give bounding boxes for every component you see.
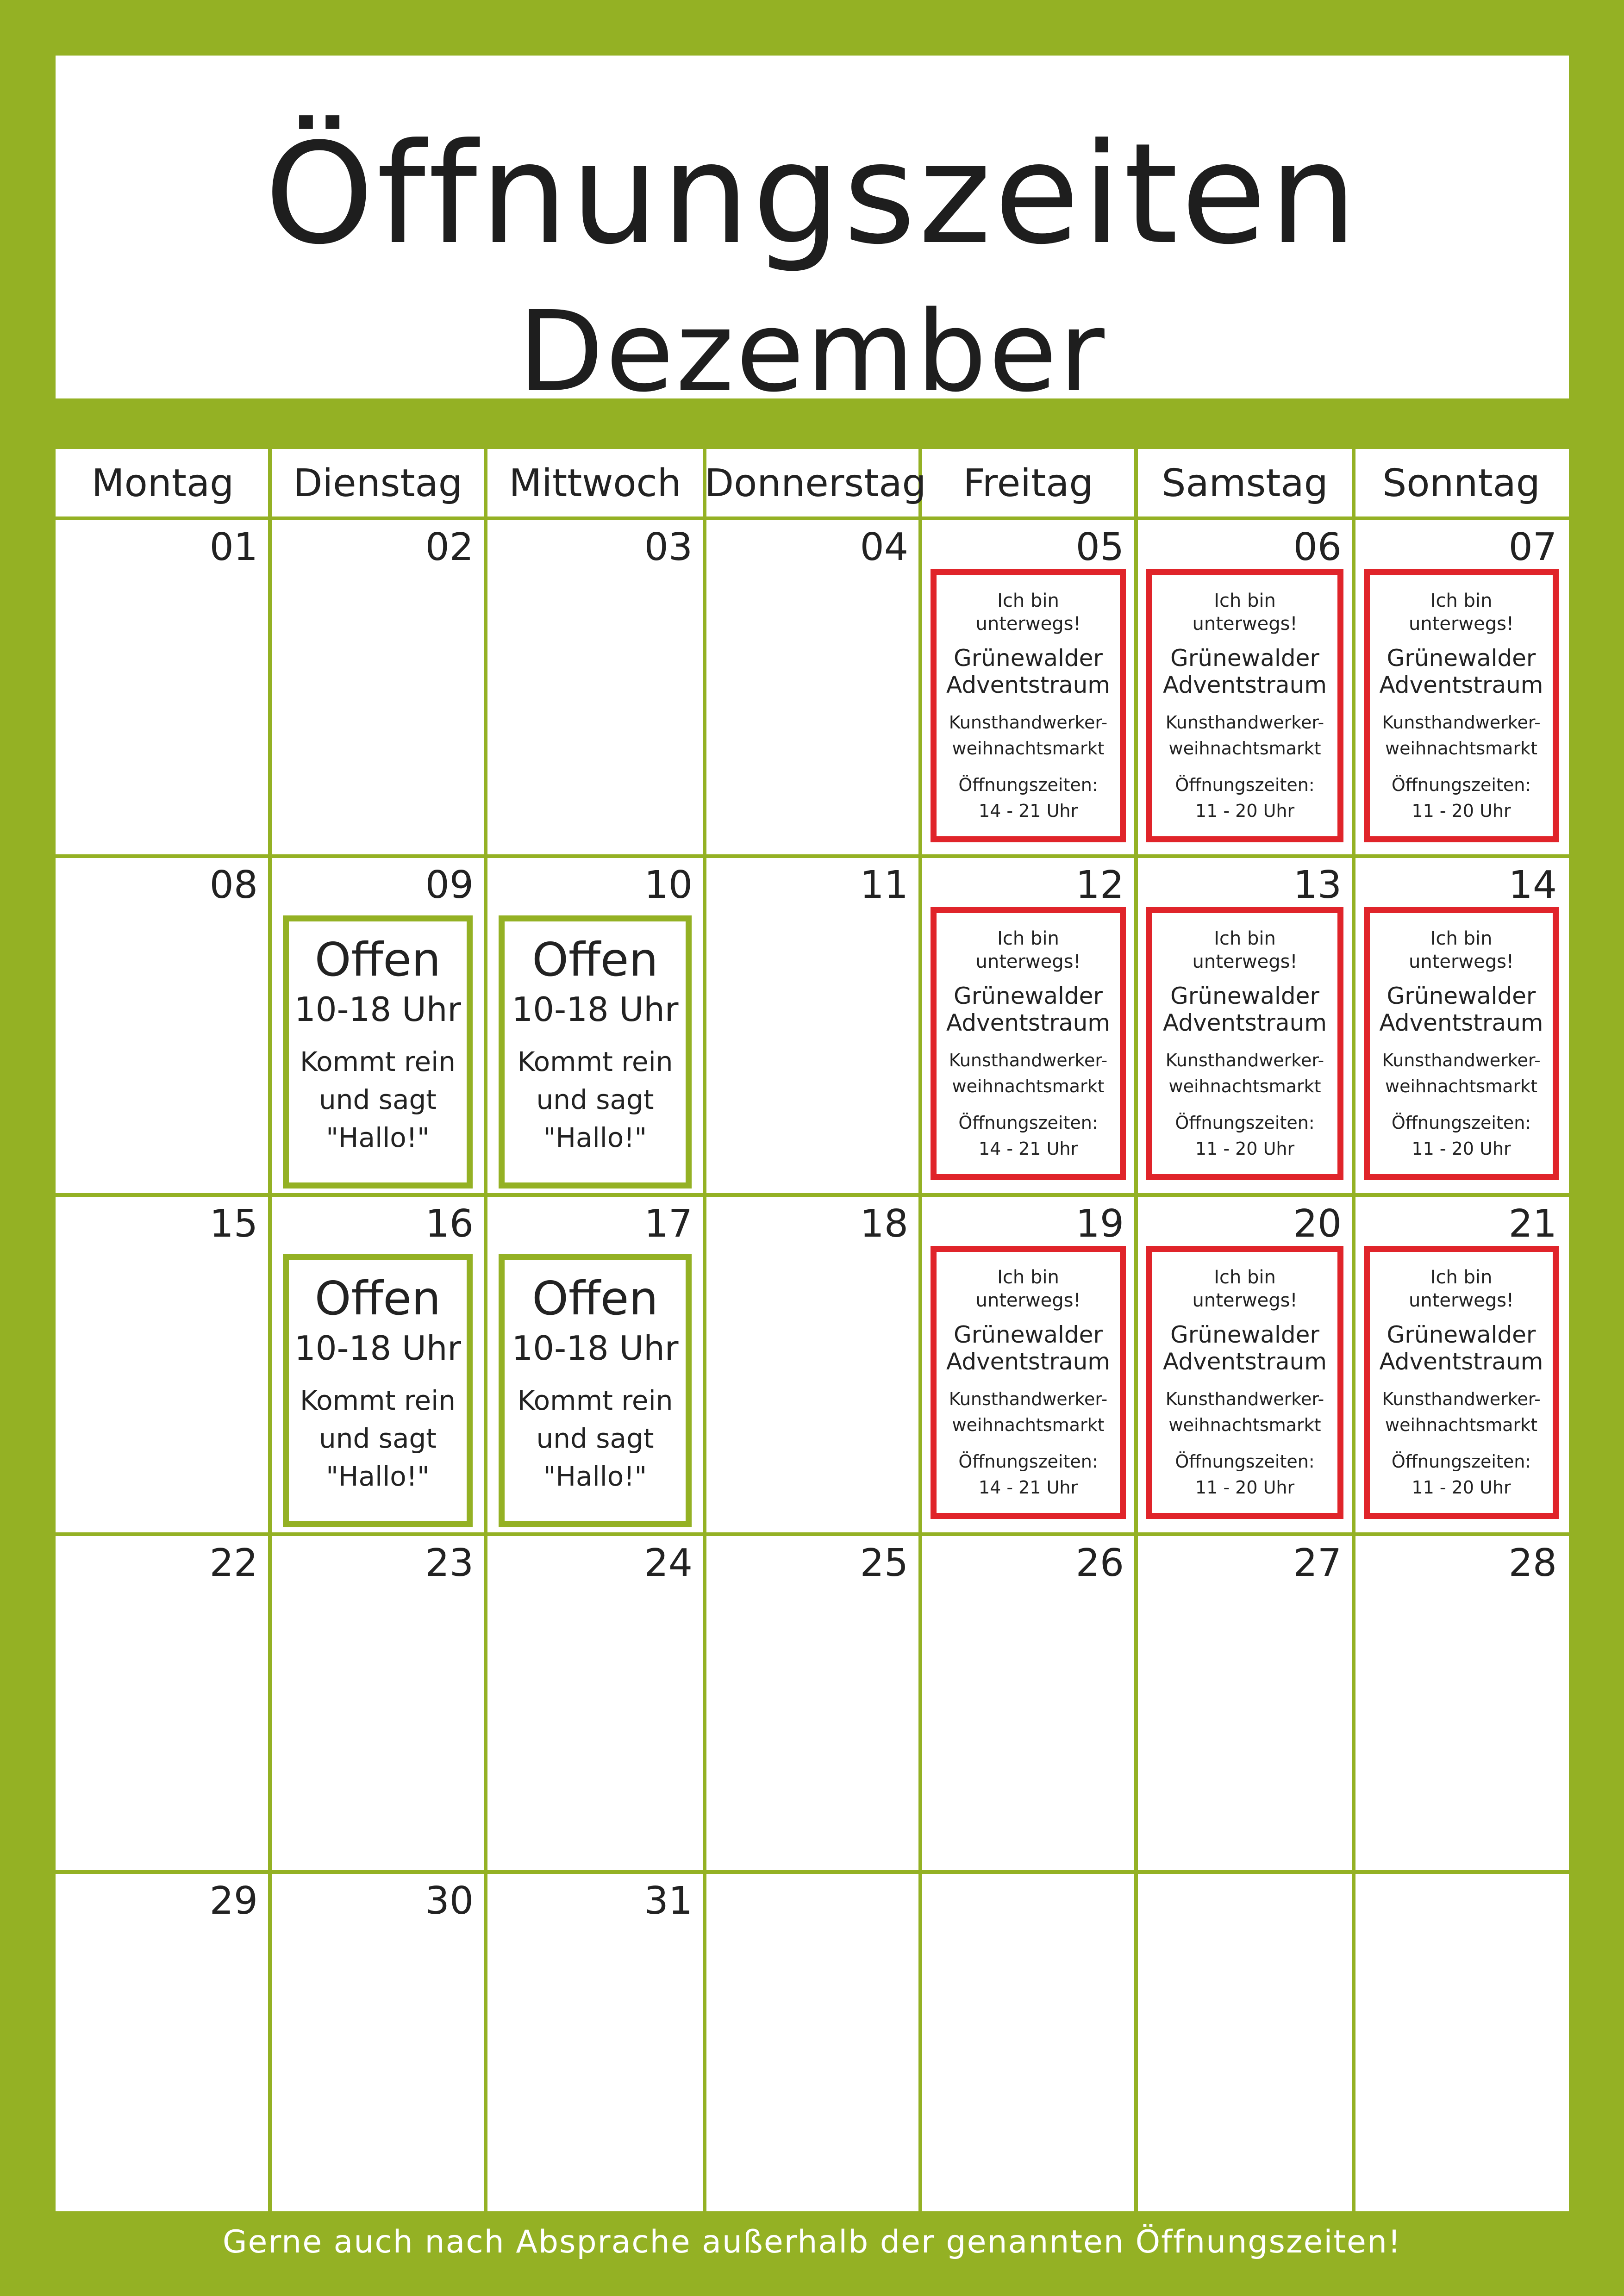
day-number: 02 bbox=[425, 525, 474, 569]
market-type bbox=[1370, 709, 1553, 761]
open-message bbox=[505, 1381, 686, 1495]
market-name bbox=[1152, 1321, 1337, 1375]
market-event-card bbox=[1146, 569, 1343, 842]
open-hours: 10-18 Uhr bbox=[294, 990, 462, 1029]
open-message bbox=[505, 1043, 686, 1157]
market-hours-label: Öffnungszeiten: bbox=[1175, 1113, 1315, 1133]
market-type-line: Kunsthandwerker- bbox=[1165, 1389, 1324, 1409]
open-event-card bbox=[499, 915, 692, 1188]
market-name bbox=[1370, 1321, 1553, 1375]
day-number: 31 bbox=[644, 1879, 693, 1923]
market-name-line: Grünewalder bbox=[954, 1321, 1103, 1348]
market-hours-label: Öffnungszeiten: bbox=[1391, 1451, 1531, 1472]
day-number: 22 bbox=[209, 1541, 258, 1585]
market-type bbox=[937, 1047, 1120, 1099]
open-message-line: und sagt bbox=[319, 1084, 437, 1115]
open-label: Offen bbox=[314, 933, 441, 987]
market-name-line: Grünewalder bbox=[1170, 983, 1319, 1009]
market-name bbox=[1152, 645, 1337, 698]
market-type bbox=[1370, 1047, 1553, 1099]
market-name bbox=[937, 645, 1120, 698]
open-label: Offen bbox=[532, 1271, 658, 1325]
market-intro-text bbox=[1370, 927, 1553, 973]
market-hours bbox=[1370, 1110, 1553, 1162]
footer-note: Gerne auch nach Absprache außerhalb der genannten Öffnungszeiten! bbox=[222, 2224, 1402, 2260]
grid-line-vertical bbox=[1352, 449, 1355, 2211]
market-type-line: Kunsthandwerker- bbox=[1382, 712, 1541, 733]
market-intro-text bbox=[1152, 1266, 1337, 1312]
market-type bbox=[1152, 1047, 1337, 1099]
open-message-line: Kommt rein bbox=[517, 1385, 673, 1416]
day-number: 05 bbox=[1075, 525, 1124, 569]
market-type-line: Kunsthandwerker- bbox=[1382, 1389, 1541, 1409]
market-name bbox=[1370, 645, 1553, 698]
open-message-line: und sagt bbox=[536, 1423, 654, 1454]
market-name bbox=[937, 1321, 1120, 1375]
market-name-line: Grünewalder bbox=[1387, 1321, 1536, 1348]
open-label: Offen bbox=[314, 1271, 441, 1325]
market-intro-line: unterwegs! bbox=[975, 951, 1081, 972]
market-intro-text bbox=[1370, 589, 1553, 635]
market-name-line: Adventstraum bbox=[1379, 1009, 1543, 1036]
market-intro-text bbox=[937, 589, 1120, 635]
market-type bbox=[1152, 709, 1337, 761]
weekday-header: Mittwoch bbox=[509, 461, 681, 505]
market-type-line: weihnachtsmarkt bbox=[1168, 738, 1321, 759]
market-intro-line: unterwegs! bbox=[1192, 951, 1298, 972]
market-name-line: Adventstraum bbox=[1379, 672, 1543, 698]
open-message bbox=[289, 1043, 467, 1157]
market-name-line: Adventstraum bbox=[1163, 1009, 1327, 1036]
market-intro-text bbox=[1152, 927, 1337, 973]
market-intro-line: unterwegs! bbox=[1408, 613, 1514, 635]
weekday-header: Donnerstag bbox=[705, 461, 926, 505]
grid-line-horizontal bbox=[56, 1870, 1569, 1874]
weekday-header: Freitag bbox=[963, 461, 1093, 505]
market-type-line: Kunsthandwerker- bbox=[949, 1389, 1108, 1409]
day-number: 29 bbox=[209, 1879, 258, 1923]
day-number: 16 bbox=[425, 1202, 474, 1246]
market-name-line: Adventstraum bbox=[1163, 1348, 1327, 1375]
open-label: Offen bbox=[532, 933, 658, 987]
market-intro-line: Ich bin bbox=[1430, 590, 1493, 611]
market-hours-label: Öffnungszeiten: bbox=[1175, 1451, 1315, 1472]
day-number: 15 bbox=[209, 1202, 258, 1246]
market-type-line: weihnachtsmarkt bbox=[1168, 1415, 1321, 1435]
open-message-line: "Hallo!" bbox=[326, 1122, 430, 1153]
open-event-card bbox=[283, 915, 473, 1188]
weekday-header: Montag bbox=[91, 461, 234, 505]
weekday-header: Dienstag bbox=[293, 461, 462, 505]
open-message-line: Kommt rein bbox=[300, 1385, 456, 1416]
market-intro-line: unterwegs! bbox=[1408, 951, 1514, 972]
market-hours bbox=[937, 1110, 1120, 1162]
open-message bbox=[289, 1381, 467, 1495]
market-event-card bbox=[1364, 907, 1559, 1180]
day-number: 19 bbox=[1075, 1202, 1124, 1246]
day-number: 12 bbox=[1075, 863, 1124, 907]
market-hours-value: 14 - 21 Uhr bbox=[978, 1477, 1078, 1498]
market-hours-label: Öffnungszeiten: bbox=[1391, 1113, 1531, 1133]
page-subtitle: Dezember bbox=[518, 287, 1106, 417]
market-type bbox=[937, 1386, 1120, 1438]
market-intro-text bbox=[937, 1266, 1120, 1312]
open-message-line: Kommt rein bbox=[300, 1046, 456, 1077]
market-name-line: Adventstraum bbox=[946, 1009, 1110, 1036]
market-intro-line: unterwegs! bbox=[1192, 613, 1298, 635]
day-number: 23 bbox=[425, 1541, 474, 1585]
market-hours-value: 11 - 20 Uhr bbox=[1412, 1139, 1511, 1159]
market-event-card bbox=[1364, 1246, 1559, 1519]
market-intro-line: unterwegs! bbox=[975, 613, 1081, 635]
day-number: 06 bbox=[1293, 525, 1342, 569]
grid-line-vertical bbox=[1134, 449, 1138, 2211]
day-number: 18 bbox=[860, 1202, 908, 1246]
day-number: 24 bbox=[644, 1541, 693, 1585]
market-name-line: Adventstraum bbox=[1379, 1348, 1543, 1375]
market-intro-line: Ich bin bbox=[997, 928, 1059, 949]
market-intro-line: unterwegs! bbox=[1408, 1290, 1514, 1311]
market-event-card bbox=[1146, 1246, 1343, 1519]
market-intro-text bbox=[1152, 589, 1337, 635]
market-hours-label: Öffnungszeiten: bbox=[958, 1451, 1098, 1472]
market-intro-line: unterwegs! bbox=[975, 1290, 1081, 1311]
page-title: Öffnungszeiten bbox=[264, 113, 1360, 275]
grid-line-horizontal bbox=[56, 854, 1569, 858]
day-number: 28 bbox=[1508, 1541, 1557, 1585]
market-name-line: Grünewalder bbox=[1387, 983, 1536, 1009]
market-hours-label: Öffnungszeiten: bbox=[958, 775, 1098, 795]
market-hours bbox=[937, 772, 1120, 824]
open-hours: 10-18 Uhr bbox=[512, 1329, 679, 1368]
open-message-line: und sagt bbox=[319, 1423, 437, 1454]
day-number: 26 bbox=[1075, 1541, 1124, 1585]
market-name-line: Grünewalder bbox=[1170, 645, 1319, 672]
market-hours bbox=[1370, 772, 1553, 824]
market-name-line: Grünewalder bbox=[1170, 1321, 1319, 1348]
open-hours: 10-18 Uhr bbox=[512, 990, 679, 1029]
market-hours-label: Öffnungszeiten: bbox=[958, 1113, 1098, 1133]
market-hours-value: 11 - 20 Uhr bbox=[1195, 1139, 1295, 1159]
market-name bbox=[1152, 983, 1337, 1036]
weekday-header: Samstag bbox=[1162, 461, 1328, 505]
market-name bbox=[1370, 983, 1553, 1036]
market-type-line: weihnachtsmarkt bbox=[1385, 738, 1537, 759]
day-number: 25 bbox=[860, 1541, 908, 1585]
market-event-card bbox=[1146, 907, 1343, 1180]
market-name-line: Adventstraum bbox=[946, 672, 1110, 698]
market-type-line: weihnachtsmarkt bbox=[1168, 1076, 1321, 1096]
market-name-line: Grünewalder bbox=[954, 645, 1103, 672]
market-hours bbox=[1152, 772, 1337, 824]
market-type bbox=[1152, 1386, 1337, 1438]
header bbox=[56, 56, 1569, 417]
market-hours-label: Öffnungszeiten: bbox=[1175, 775, 1315, 795]
market-name-line: Grünewalder bbox=[954, 983, 1103, 1009]
open-hours: 10-18 Uhr bbox=[294, 1329, 462, 1368]
day-number: 20 bbox=[1293, 1202, 1342, 1246]
market-intro-line: Ich bin bbox=[997, 1267, 1059, 1288]
market-event-card bbox=[931, 1246, 1126, 1519]
market-hours bbox=[937, 1449, 1120, 1500]
day-number: 03 bbox=[644, 525, 693, 569]
market-type-line: Kunsthandwerker- bbox=[1165, 1050, 1324, 1070]
market-intro-text bbox=[937, 927, 1120, 973]
market-intro-line: Ich bin bbox=[1430, 928, 1493, 949]
market-type-line: weihnachtsmarkt bbox=[952, 738, 1105, 759]
grid-line-horizontal bbox=[56, 1532, 1569, 1536]
market-intro-line: Ich bin bbox=[1214, 590, 1276, 611]
market-intro-line: Ich bin bbox=[997, 590, 1059, 611]
market-type bbox=[937, 709, 1120, 761]
market-hours bbox=[1370, 1449, 1553, 1500]
grid-line-vertical bbox=[703, 449, 706, 2211]
grid-line-vertical bbox=[484, 449, 487, 2211]
market-hours bbox=[1152, 1449, 1337, 1500]
day-number: 17 bbox=[644, 1202, 693, 1246]
day-number: 10 bbox=[644, 863, 693, 907]
market-type-line: weihnachtsmarkt bbox=[1385, 1415, 1537, 1435]
market-event-card bbox=[931, 907, 1126, 1180]
market-hours-value: 14 - 21 Uhr bbox=[978, 801, 1078, 821]
calendar-grid bbox=[56, 449, 1569, 2211]
day-number: 09 bbox=[425, 863, 474, 907]
grid-line-vertical bbox=[268, 449, 272, 2211]
day-number: 30 bbox=[425, 1879, 474, 1923]
day-number: 04 bbox=[860, 525, 908, 569]
day-number: 14 bbox=[1508, 863, 1557, 907]
open-message-line: und sagt bbox=[536, 1084, 654, 1115]
weekday-header: Sonntag bbox=[1382, 461, 1540, 505]
day-number: 07 bbox=[1508, 525, 1557, 569]
open-event-card bbox=[283, 1254, 473, 1527]
market-hours-value: 11 - 20 Uhr bbox=[1195, 1477, 1295, 1498]
market-type bbox=[1370, 1386, 1553, 1438]
market-intro-line: Ich bin bbox=[1214, 928, 1276, 949]
market-type-line: weihnachtsmarkt bbox=[1385, 1076, 1537, 1096]
market-type-line: weihnachtsmarkt bbox=[952, 1415, 1105, 1435]
market-name-line: Adventstraum bbox=[946, 1348, 1110, 1375]
market-type-line: Kunsthandwerker- bbox=[1165, 712, 1324, 733]
market-hours-value: 14 - 21 Uhr bbox=[978, 1139, 1078, 1159]
market-intro-line: unterwegs! bbox=[1192, 1290, 1298, 1311]
day-number: 27 bbox=[1293, 1541, 1342, 1585]
day-number: 11 bbox=[860, 863, 908, 907]
open-message-line: "Hallo!" bbox=[543, 1461, 647, 1492]
market-type-line: Kunsthandwerker- bbox=[949, 712, 1108, 733]
market-intro-line: Ich bin bbox=[1214, 1267, 1276, 1288]
market-type-line: Kunsthandwerker- bbox=[1382, 1050, 1541, 1070]
market-type-line: Kunsthandwerker- bbox=[949, 1050, 1108, 1070]
market-intro-line: Ich bin bbox=[1430, 1267, 1493, 1288]
market-hours-value: 11 - 20 Uhr bbox=[1195, 801, 1295, 821]
grid-line-horizontal bbox=[56, 1193, 1569, 1197]
open-message-line: Kommt rein bbox=[517, 1046, 673, 1077]
day-number: 01 bbox=[209, 525, 258, 569]
open-message-line: "Hallo!" bbox=[326, 1461, 430, 1492]
market-hours-label: Öffnungszeiten: bbox=[1391, 775, 1531, 795]
market-name-line: Grünewalder bbox=[1387, 645, 1536, 672]
market-intro-text bbox=[1370, 1266, 1553, 1312]
market-hours-value: 11 - 20 Uhr bbox=[1412, 1477, 1511, 1498]
grid-line-vertical bbox=[918, 449, 922, 2211]
day-number: 08 bbox=[209, 863, 258, 907]
open-event-card bbox=[499, 1254, 692, 1527]
market-name-line: Adventstraum bbox=[1163, 672, 1327, 698]
market-name bbox=[937, 983, 1120, 1036]
open-message-line: "Hallo!" bbox=[543, 1122, 647, 1153]
day-number: 21 bbox=[1508, 1202, 1557, 1246]
market-type-line: weihnachtsmarkt bbox=[952, 1076, 1105, 1096]
market-hours-value: 11 - 20 Uhr bbox=[1412, 801, 1511, 821]
market-hours bbox=[1152, 1110, 1337, 1162]
market-event-card bbox=[931, 569, 1126, 842]
market-event-card bbox=[1364, 569, 1559, 842]
day-number: 13 bbox=[1293, 863, 1342, 907]
